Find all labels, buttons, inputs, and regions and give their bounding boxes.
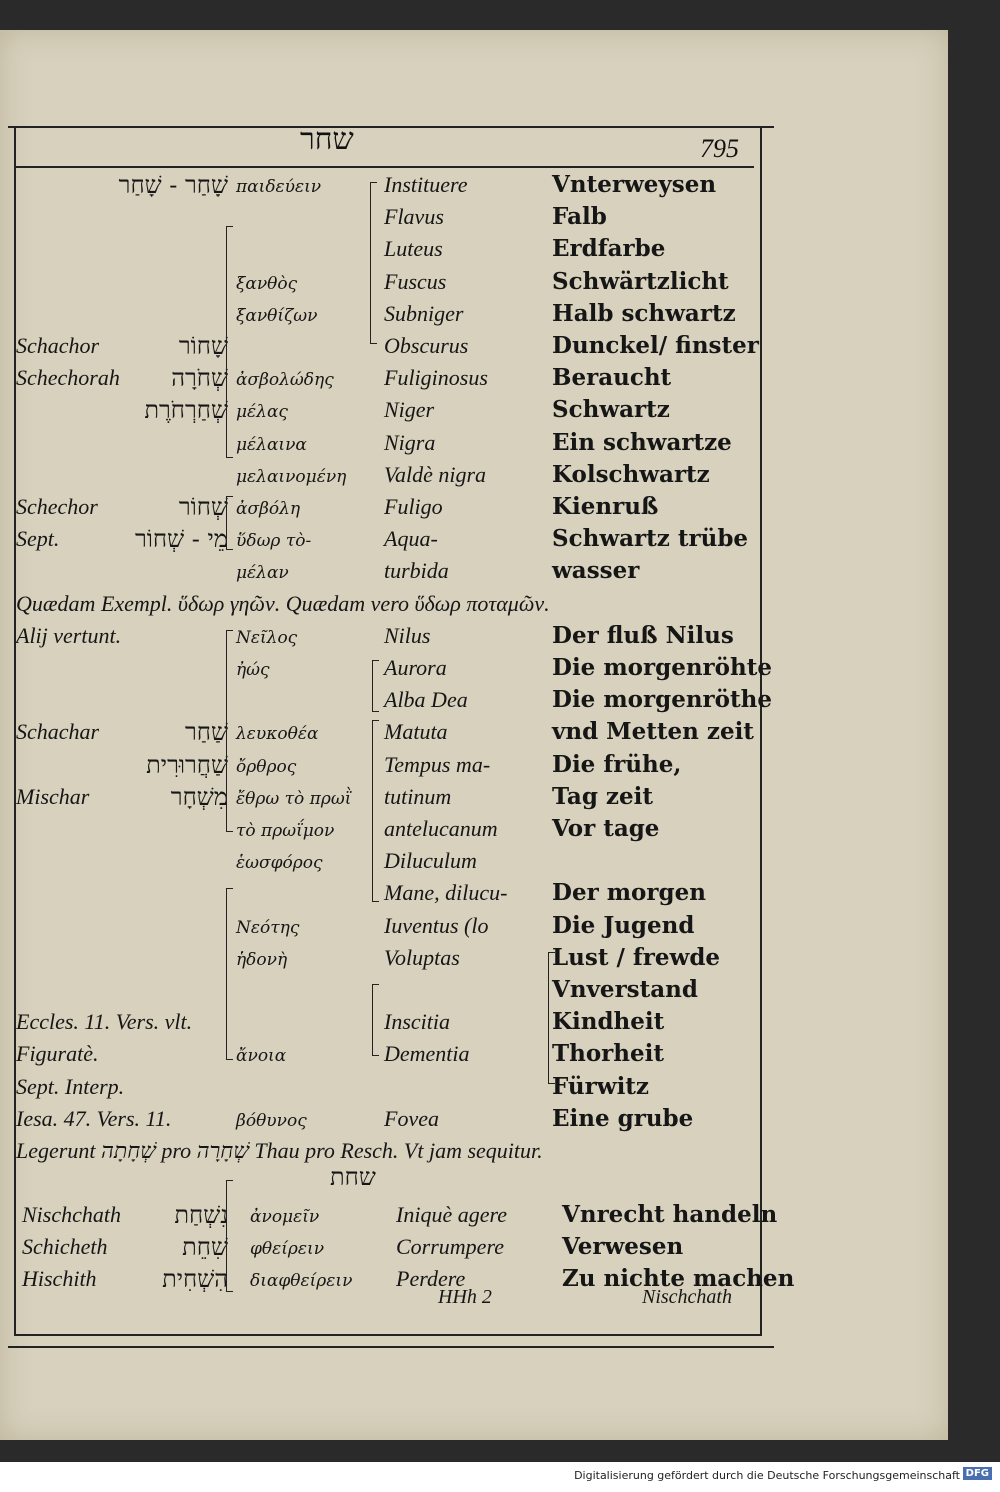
greek-word: μέλαινα xyxy=(236,434,307,455)
german-word: Eine grube xyxy=(552,1104,694,1132)
transliteration: Schachor xyxy=(16,333,100,358)
latin-word: Fuscus xyxy=(384,268,447,294)
hebrew-word: מֵי - שְׁחוֹר xyxy=(134,525,228,554)
german-word: Dunckel/ finster xyxy=(552,332,759,359)
latin-word: Valdè nigra xyxy=(384,461,487,487)
book-page xyxy=(0,30,948,1440)
hebrew-word: שַׁחַר xyxy=(185,718,228,747)
german-word: wasser xyxy=(552,557,640,585)
brace xyxy=(372,720,379,902)
greek-word: ἑωσφόρος xyxy=(236,853,323,874)
greek-word: ἀνομεῖν xyxy=(250,1207,320,1227)
brace xyxy=(372,660,379,712)
section-head: שחת xyxy=(330,1163,376,1191)
running-head: שחר xyxy=(300,122,354,157)
transliteration: Alij vertunt. xyxy=(16,622,122,648)
greek-word: ξανθὸς xyxy=(236,273,298,294)
latin-word: Obscurus xyxy=(384,333,469,358)
greek-word: μελαινομένη xyxy=(236,466,347,487)
footer-credit: Digitalisierung gefördert durch die Deutsche Forschungsgemeinschaft xyxy=(574,1469,960,1482)
catchword: Nischchath xyxy=(642,1286,732,1308)
hebrew-word: שְׁחוֹר xyxy=(178,493,228,521)
transliteration: Iesa. 47. Vers. 11. xyxy=(16,1105,172,1131)
latin-word: Corrumpere xyxy=(396,1234,504,1259)
german-word: Die frühe, xyxy=(552,750,682,778)
transliteration: Sept. xyxy=(16,526,60,552)
greek-word: μέλαν xyxy=(236,563,289,584)
transliteration: Schachar xyxy=(16,719,100,745)
brace xyxy=(548,952,555,1084)
latin-word: Dementia xyxy=(384,1041,470,1067)
greek-word: τὸ πρωΐμον xyxy=(236,821,335,841)
hebrew-word: הִשְׁחִית xyxy=(162,1265,228,1293)
latin-word: Alba Dea xyxy=(384,687,468,713)
latin-word: tutinum xyxy=(384,783,452,809)
latin-word: Subniger xyxy=(384,300,464,326)
brace xyxy=(226,1180,233,1292)
german-word: Kienruß xyxy=(552,493,659,520)
latin-word: Iniquè agere xyxy=(396,1202,507,1227)
hebrew-word: שְׁחַרְחֹרֶת xyxy=(144,396,228,425)
latin-word: Inscitia xyxy=(384,1009,450,1035)
german-word: Kindheit xyxy=(552,1008,665,1036)
latin-word: Iuventus (lo xyxy=(384,912,489,938)
greek-word: ἡδονὴ xyxy=(236,949,288,970)
full-line: Quædam Exempl. ὕδωρ γηῶν. Quædam vero ὕδωρ ποταμῶν. xyxy=(16,590,550,616)
latin-word: Fuligo xyxy=(384,494,443,519)
hebrew-word: שִׁחֵת xyxy=(182,1233,228,1261)
page-number: 795 xyxy=(700,134,739,163)
greek-word: Νεότης xyxy=(236,917,300,938)
latin-word: Aurora xyxy=(384,655,447,680)
dfg-logo: DFG xyxy=(963,1467,992,1480)
latin-word: Luteus xyxy=(384,236,443,262)
german-word: Erdfarbe xyxy=(552,235,666,263)
german-word: Ein schwartze xyxy=(552,428,732,456)
hebrew-word: מִשְׁחָר xyxy=(170,782,228,811)
transliteration: Schechor xyxy=(16,494,98,519)
german-word: Schwärtzlicht xyxy=(552,267,729,295)
latin-word: Aqua- xyxy=(384,526,438,552)
greek-word: ἄνοια xyxy=(236,1046,287,1067)
german-word: Fürwitz xyxy=(552,1072,649,1100)
hebrew-word: שַׁחֲרוּרִית xyxy=(146,750,228,779)
hebrew-word: שָׁחוֹר xyxy=(178,332,228,360)
latin-word: Voluptas xyxy=(384,944,460,970)
latin-word: turbida xyxy=(384,558,449,584)
greek-word: διαφθείρειν xyxy=(250,1271,353,1291)
greek-word: ἀσβολώδης xyxy=(236,370,334,391)
transliteration: Sept. Interp. xyxy=(16,1073,125,1099)
brace xyxy=(370,182,377,344)
latin-word: Niger xyxy=(384,397,435,423)
latin-word: Nilus xyxy=(384,622,431,648)
german-word: Verwesen xyxy=(562,1233,684,1260)
german-word: Der fluß Nilus xyxy=(552,621,734,649)
header-rule xyxy=(14,166,754,168)
greek-word: ὕδωρ τὸ- xyxy=(236,531,312,552)
bottom-rule xyxy=(14,1334,762,1336)
greek-word: παιδεύειν xyxy=(236,177,322,197)
greek-word: ἔθρω τὸ πρωῒ xyxy=(236,788,352,809)
greek-word: λευκοθέα xyxy=(236,724,319,745)
german-word: Der morgen xyxy=(552,879,706,907)
hebrew-word: שָׁחַר - שָׁחַר xyxy=(118,171,228,199)
german-word: Die Jugend xyxy=(552,911,695,939)
brace xyxy=(226,226,233,458)
latin-word: Instituere xyxy=(384,172,468,197)
german-word: Vnrecht handeln xyxy=(562,1201,778,1228)
transliteration: Eccles. 11. Vers. vlt. xyxy=(16,1009,193,1035)
greek-word: μέλας xyxy=(236,402,288,423)
hebrew-word: נִשְׁחַת xyxy=(174,1201,228,1229)
german-word: Halb schwartz xyxy=(552,299,736,327)
full-line: Legerunt שְׁחָתָה pro שְׁחָרָה Thau pro Resch. Vt jam sequitur. xyxy=(16,1138,543,1163)
transliteration: Figuratè. xyxy=(16,1041,99,1067)
latin-word: Tempus ma- xyxy=(384,751,491,777)
latin-word: Fovea xyxy=(384,1105,439,1131)
german-word: Vnterweysen xyxy=(552,171,717,198)
greek-word: Νεῖλος xyxy=(236,627,298,648)
german-word: Schwartz xyxy=(552,396,670,424)
german-word: vnd Metten zeit xyxy=(552,718,754,746)
german-word: Die morgenröthe xyxy=(552,686,772,714)
latin-word: Flavus xyxy=(384,204,444,230)
german-word: Thorheit xyxy=(552,1040,665,1068)
german-word: Zu nichte machen xyxy=(562,1265,795,1292)
german-word: Lust / frewde xyxy=(552,943,721,971)
brace xyxy=(226,888,233,1060)
german-word: Kolschwartz xyxy=(552,460,710,488)
brace xyxy=(226,496,233,550)
brace xyxy=(226,630,233,832)
german-word: Beraucht xyxy=(552,364,672,392)
german-word: Vnverstand xyxy=(552,976,698,1003)
greek-word: φθείρειν xyxy=(250,1239,325,1259)
latin-word: Nigra xyxy=(384,429,436,455)
right-rule xyxy=(760,126,762,1336)
brace xyxy=(372,984,379,1056)
transliteration: Schechorah xyxy=(16,365,120,391)
greek-word: ἀσβόλη xyxy=(236,499,301,519)
german-word: Schwartz trübe xyxy=(552,525,749,553)
latin-word: Fuliginosus xyxy=(384,365,488,391)
greek-word: ὄρθρος xyxy=(236,756,297,777)
signature-mark: HHh 2 xyxy=(438,1286,492,1308)
german-word: Vor tage xyxy=(552,815,660,842)
latin-word: Diluculum xyxy=(384,848,477,874)
greek-word: ἠώς xyxy=(236,660,270,680)
german-word: Tag zeit xyxy=(552,782,653,810)
latin-word: Matuta xyxy=(384,719,448,745)
greek-word: ξανθίζων xyxy=(236,305,318,326)
bottom-rule-outer xyxy=(8,1346,774,1348)
latin-word: Mane, dilucu- xyxy=(384,880,508,906)
german-word: Die morgenröhte xyxy=(552,654,772,681)
latin-word: Perdere xyxy=(396,1266,466,1291)
transliteration: Schicheth xyxy=(22,1234,108,1259)
hebrew-word: שְׁחֹרָה xyxy=(171,364,228,393)
greek-word: βόθυνος xyxy=(236,1110,307,1131)
transliteration: Mischar xyxy=(16,783,90,809)
german-word: Falb xyxy=(552,203,607,231)
latin-word: antelucanum xyxy=(384,816,498,841)
top-rule xyxy=(8,126,774,128)
transliteration: Nischchath xyxy=(22,1202,121,1227)
transliteration: Hischith xyxy=(22,1266,97,1291)
